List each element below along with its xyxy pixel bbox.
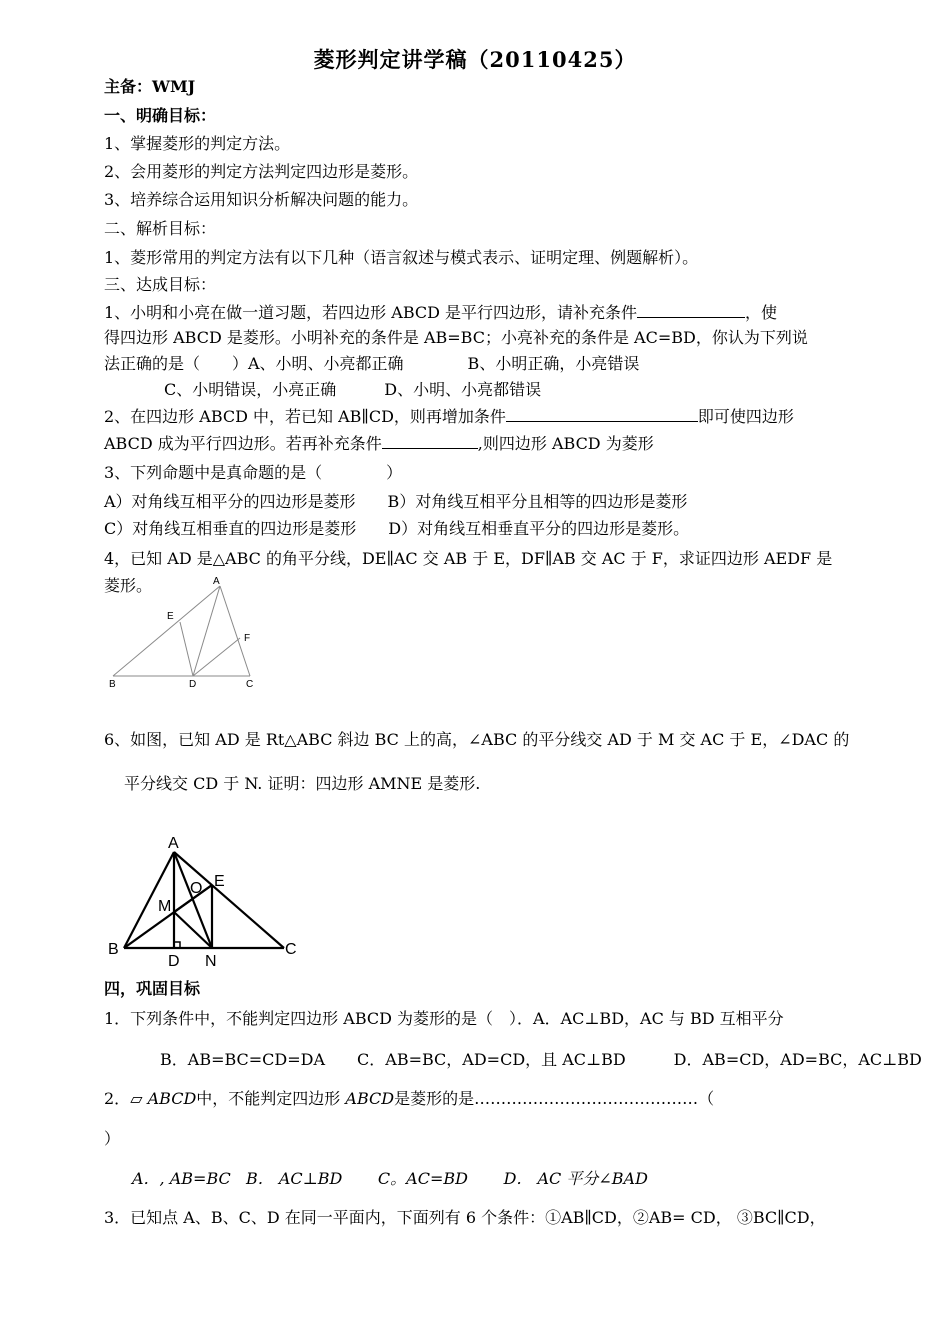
s4-q2-abcd-1: ABCD	[147, 1089, 197, 1108]
q6-line-2: 平分线交 CD 于 N. 证明：四边形 AMNE 是菱形.	[124, 774, 481, 793]
s4-q2-num: 2．	[104, 1089, 131, 1108]
s4-q2-abcd-2: ABCD	[345, 1089, 395, 1108]
q3-options-2: C）对角线互相垂直的四边形是菱形 D）对角线互相垂直平分的四边形是菱形。	[104, 519, 690, 538]
q1-line-4: C、小明错误，小亮正确 D、小明、小亮都错误	[164, 380, 542, 399]
page-title: 菱形判定讲学稿（20110425）	[313, 47, 637, 72]
section-2-heading: 二、解析目标：	[104, 219, 217, 238]
s4-q2-option-c: C。AC=BD	[377, 1169, 468, 1188]
q2-text-b: 即可使四边形	[697, 407, 794, 426]
q4-label-a: A	[213, 576, 220, 587]
q3-options-1: A）对角线互相平分的四边形是菱形 B）对角线互相平分且相等的四边形是菱形	[104, 492, 688, 511]
q6-label-d: D	[168, 953, 180, 970]
q4-label-b: B	[109, 679, 116, 690]
q6-label-a: A	[168, 835, 179, 852]
q4-seg-ad	[193, 586, 220, 676]
q4-line-1: 4，已知 AD 是△ABC 的角平分线，DE∥AC 交 AB 于 E，DF∥AB 交 AC 于 F，求证四边形 AEDF 是	[104, 549, 833, 568]
analysis-1: 1、菱形常用的判定方法有以下几种（语言叙述与模式表示、证明定理、例题解析）。	[104, 248, 699, 267]
goal-1: 1、掌握菱形的判定方法。	[104, 134, 291, 153]
q4-label-f: F	[244, 633, 251, 644]
q2-line-2	[104, 432, 654, 456]
goal-3: 3、培养综合运用知识分析解决问题的能力。	[104, 190, 419, 209]
q1-line-2: 得四边形 ABCD 是菱形。小明补充的条件是 AB=BC；小亮补充的条件是 AC=BD，你认为下列说	[104, 328, 808, 347]
q4-seg-df	[193, 638, 240, 676]
s4-q3-line-1: 3．已知点 A、B、C、D 在同一平面内，下面列有 6 个条件：①AB∥CD，②AB= CD， ③BC∥CD，	[104, 1208, 826, 1227]
s4-q2-line-1	[104, 1087, 714, 1111]
q4-figure	[100, 572, 270, 694]
s4-q2-options	[132, 1167, 648, 1191]
q3-stem: 3、下列命题中是真命题的是（ ）	[104, 463, 403, 482]
q1-text-a: 1、小明和小亮在做一道习题，若四边形 ABCD 是平行四边形，请补充条件	[104, 303, 638, 322]
q4-label-e: E	[167, 611, 174, 622]
q6-line-1: 6、如图，已知 AD 是 Rt△ABC 斜边 BC 上的高，∠ABC 的平分线交 AD 于 M 交 AC 于 E，∠DAC 的	[104, 730, 850, 749]
section-3-heading: 三、达成目标：	[104, 275, 217, 294]
s4-q2-close: ）	[104, 1129, 121, 1148]
q2-blank-2[interactable]	[382, 432, 478, 449]
s4-q1-line-1: 1．下列条件中，不能判定四边形 ABCD 为菱形的是（ ）．A．AC⊥BD，AC 与 BD 互相平分	[104, 1009, 784, 1028]
q4-label-d: D	[189, 679, 197, 690]
author-line: 主备：WMJ	[104, 77, 196, 96]
s4-q2-mid: 中，不能判定四边形	[196, 1089, 341, 1108]
q6-label-m: M	[158, 898, 172, 915]
q6-label-c: C	[285, 941, 297, 958]
q2-blank-1[interactable]	[506, 405, 698, 422]
q2-text-a: 2、在四边形 ABCD 中，若已知 AB∥CD，则再增加条件	[104, 407, 506, 426]
q6-label-n: N	[205, 953, 217, 970]
q1-line-3: 法正确的是（ ）A、小明、小亮都正确 B、小明正确，小亮错误	[104, 354, 640, 373]
q4-line-2: 菱形。	[104, 576, 153, 595]
s4-q2-option-d: D． AC 平分∠BAD	[503, 1169, 648, 1188]
parallelogram-symbol: ▱	[130, 1089, 143, 1108]
q1-answer-blank[interactable]	[637, 301, 745, 318]
q6-label-o: O	[190, 880, 203, 897]
section-4-heading: 四，巩固目标	[104, 979, 201, 998]
s4-q2-tail: 是菱形的是……………………………………（	[394, 1089, 715, 1108]
q4-seg-ab	[113, 586, 220, 676]
q1-line-1	[104, 301, 777, 325]
s4-q2-option-b: B． AC⊥BD	[246, 1169, 343, 1188]
q4-label-c: C	[246, 679, 254, 690]
q6-label-e: E	[214, 873, 225, 890]
q4-seg-de	[180, 622, 193, 676]
section-1-heading: 一、明确目标：	[104, 106, 217, 125]
s4-q1-line-2: B．AB=BC=CD=DA C．AB=BC，AD=CD，且 AC⊥BD D．AB=CD，AD=BC，AC⊥BD	[160, 1050, 922, 1069]
q2-text-c: ABCD 成为平行四边形。若再补充条件	[104, 434, 382, 453]
s4-q2-option-a: A．, AB=BC	[132, 1169, 231, 1188]
q6-label-b: B	[108, 941, 119, 958]
q6-figure	[104, 832, 304, 972]
q2-text-d: ,则四边形 ABCD 为菱形	[477, 434, 654, 453]
goal-2: 2、会用菱形的判定方法判定四边形是菱形。	[104, 162, 419, 181]
q6-seg-an	[174, 852, 212, 948]
q4-seg-ac	[220, 586, 250, 676]
q1-text-b: ，使	[745, 303, 778, 322]
q2-line-1	[104, 405, 794, 429]
